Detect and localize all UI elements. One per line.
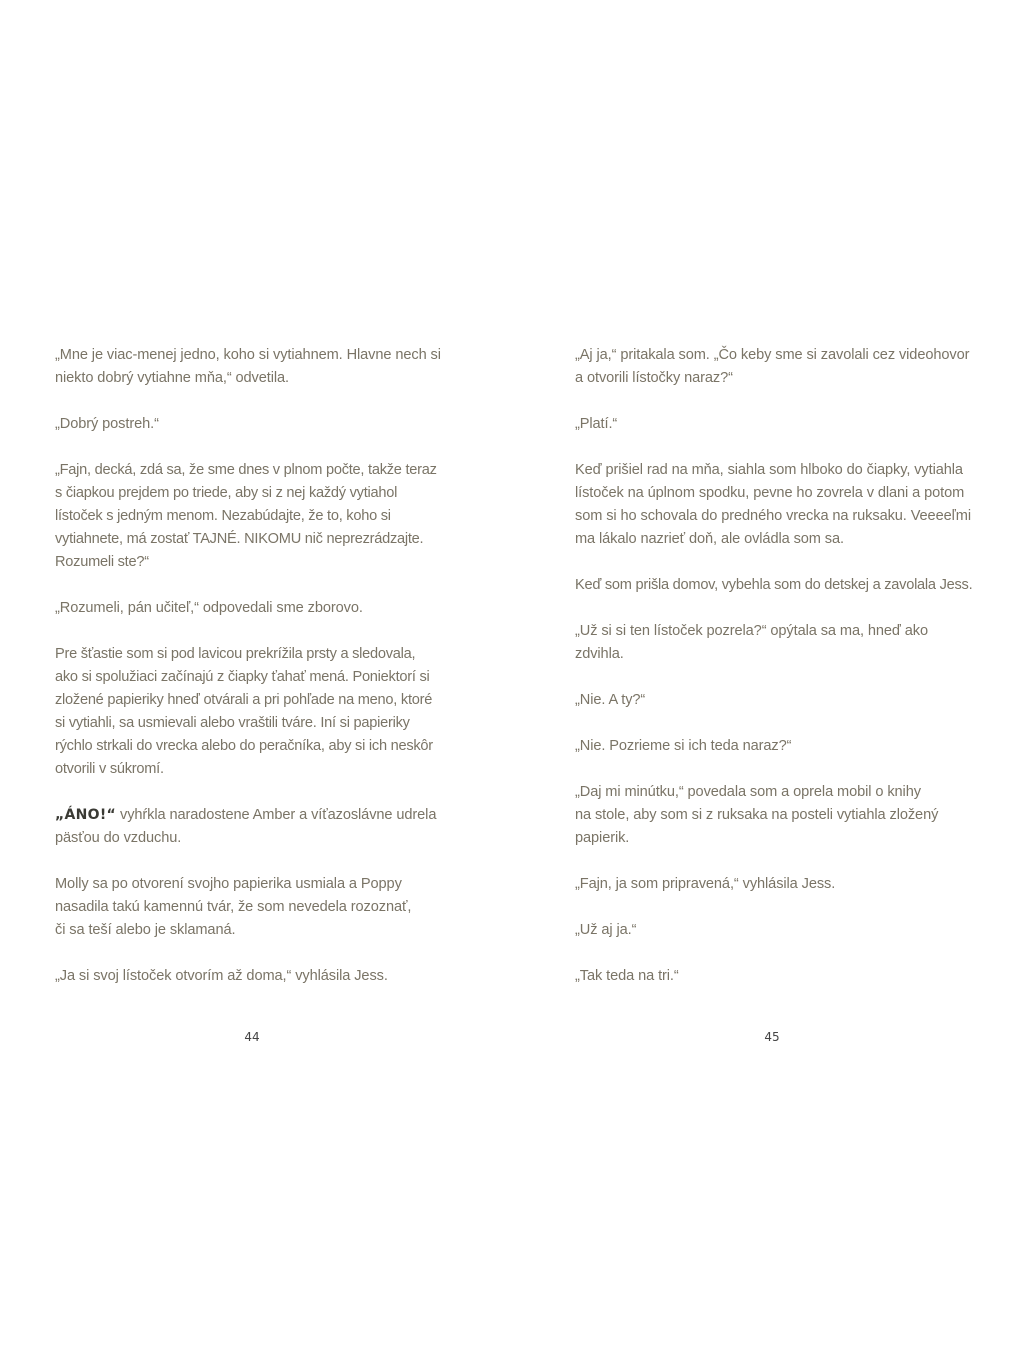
paragraph: „Nie. A ty?“ xyxy=(575,692,646,708)
paragraph: „Tak teda na tri.“ xyxy=(575,968,679,984)
paragraph: Keď prišiel rad na mňa, siahla som hlboko do čiapky, vytiahla lístoček na úplnom spodku, pevne ho zovrela v dlani a potom som si ho schovala do predného vrecka na ruksaku. Veeeeľmi ma lákalo nazrieť doň, ale ovládla som sa. xyxy=(575,462,971,547)
paragraph: „Ja si svoj lístoček otvorím až doma,“ vyhlásila Jess. xyxy=(55,968,388,984)
paragraph: Molly sa po otvorení svojho papierika usmiala a Poppy nasadila takú kamennú tvár, že som nevedela rozoznať, či sa teší alebo je sklamaná. xyxy=(55,876,412,938)
shout-paragraph xyxy=(55,804,475,850)
paragraph: Keď som prišla domov, vybehla som do detskej a zavolala Jess. xyxy=(575,577,973,593)
paragraph: „Už si si ten lístoček pozrela?“ opýtala sa ma, hneď ako zdvihla. xyxy=(575,623,928,662)
paragraph: „Mne je viac-menej jedno, koho si vytiahnem. Hlavne nech si niekto dobrý vytiahne mňa,“ odvetila. xyxy=(55,347,441,386)
paragraph: „Dobrý postreh.“ xyxy=(55,416,159,432)
shout-text: „ÁNO!“ xyxy=(55,807,117,823)
left-page xyxy=(55,344,475,1011)
right-page xyxy=(575,344,975,1011)
page-number-right: 45 xyxy=(764,1030,780,1044)
paragraph: „Daj mi minútku,“ povedala som a oprela mobil o knihy na stole, aby som si z ruksaka na posteli vytiahla zložený papierik. xyxy=(575,784,939,846)
paragraph: „Aj ja,“ pritakala som. „Čo keby sme si zavolali cez videohovor a otvorili lístočky naraz?“ xyxy=(575,347,970,386)
paragraph: „Fajn, decká, zdá sa, že sme dnes v plnom počte, takže teraz s čiapkou prejdem po triede, aby si z nej každý vytiahol lístoček s jedným menom. Nezabúdajte, že to, koho si vytiahnete, má zostať TAJNÉ. NIKOMU nič neprezrádzajte. Rozumeli ste?“ xyxy=(55,462,437,570)
paragraph: „Fajn, ja som pripravená,“ vyhlásila Jess. xyxy=(575,876,836,892)
paragraph: „Rozumeli, pán učiteľ,“ odpovedali sme zborovo. xyxy=(55,600,363,616)
paragraph: „Nie. Pozrieme si ich teda naraz?“ xyxy=(575,738,792,754)
paragraph: „Už aj ja.“ xyxy=(575,922,637,938)
shout-rest: vyhŕkla naradostene Amber a víťazoslávne udrela päsťou do vzduchu. xyxy=(55,807,437,846)
paragraph: Pre šťastie som si pod lavicou prekrížila prsty a sledovala, ako si spolužiaci začínajú z čiapky ťahať mená. Poniektorí si zložené papieriky hneď otvárali a pri pohľade na meno, ktoré si vytiahli, sa usmievali alebo vraštili tváre. Iní si papieriky rýchlo strkali do vrecka alebo do peračníka, aby si ich neskôr otvorili v súkromí. xyxy=(55,646,433,777)
page-number-left: 44 xyxy=(244,1030,260,1044)
paragraph: „Platí.“ xyxy=(575,416,618,432)
